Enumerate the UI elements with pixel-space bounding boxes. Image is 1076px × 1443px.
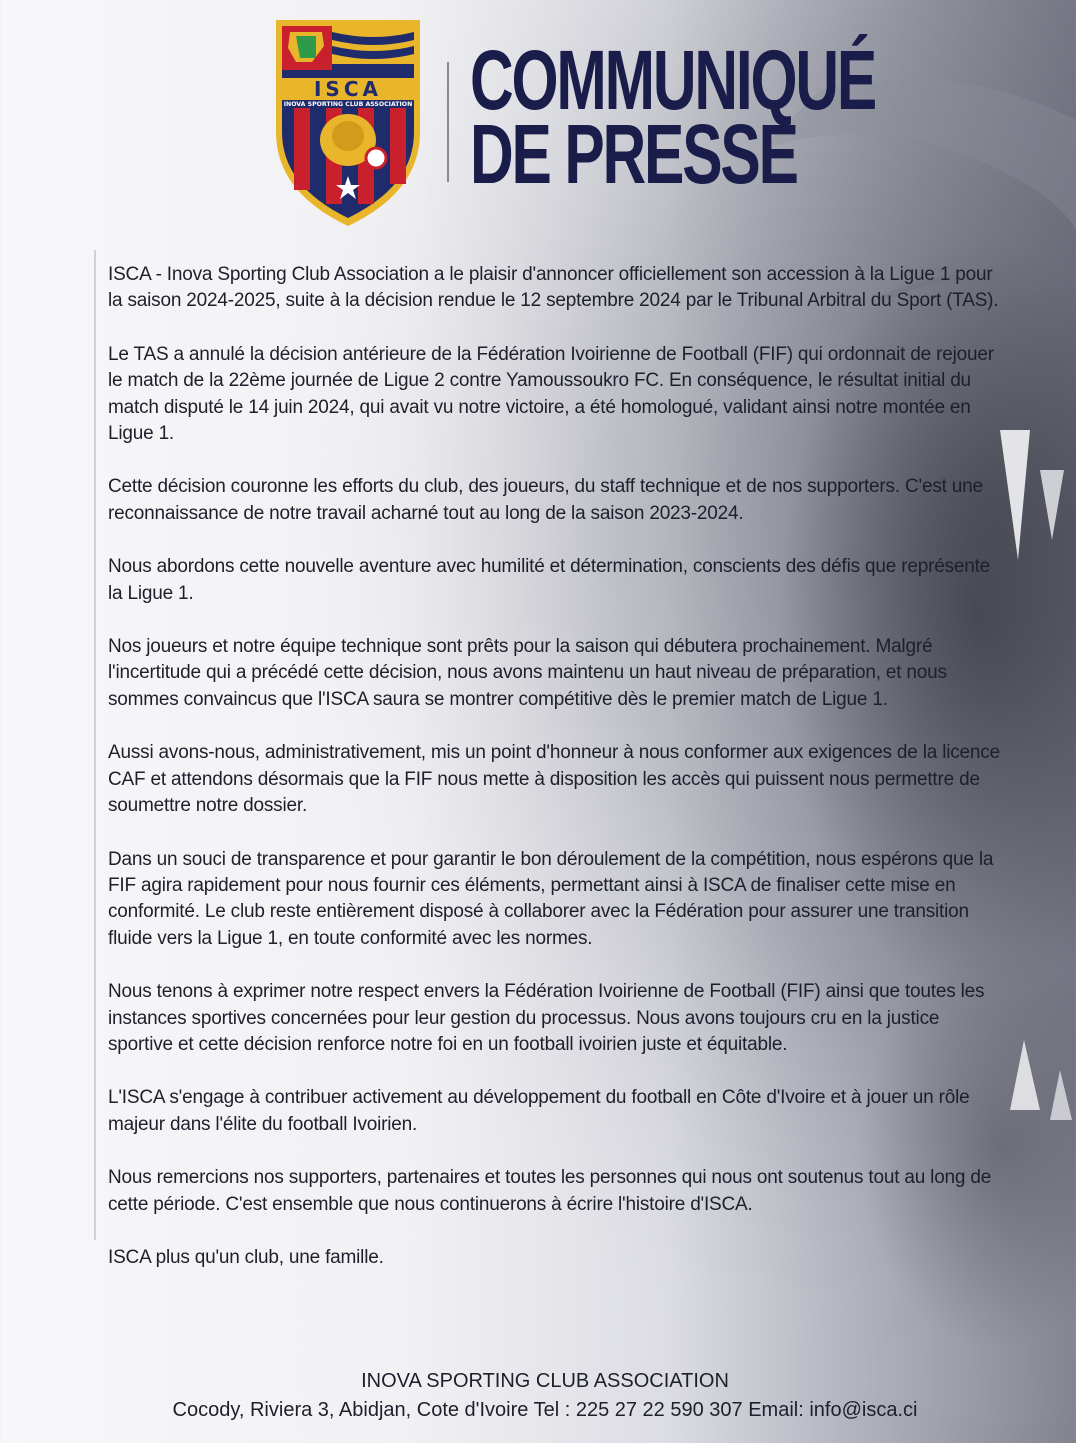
- page-title: [470, 33, 1033, 201]
- paragraph: ISCA - Inova Sporting Club Association a le plaisir d'annoncer officiellement son accession à la Ligue 1 pour la saison 2024-2025, suite à la décision rendue le 12 septembre 2024 par le Tribunal Arbitral du Sport (TAS).: [108, 264, 999, 312]
- paragraph: Cette décision couronne les efforts du club, des joueurs, du staff technique et de nos supporters. C'est une reconnaissance de notre travail acharné tout au long de la saison 2023-2024.: [108, 476, 983, 524]
- press-release-body: [108, 262, 1008, 1298]
- paragraph: Le TAS a annulé la décision antérieure de la Fédération Ivoirienne de Football (FIF) qui ordonnait de rejouer le match de la 22ème journée de Ligue 2 contre Yamoussoukro FC. En conséquence, le résultat initial du match disputé le 14 juin 2024, qui avait vu notre victoire, a été homologué, validant ainsi notre montée en Ligue 1.: [108, 343, 994, 445]
- header: [0, 0, 1076, 240]
- header-divider: [447, 62, 449, 182]
- crest-subtext: INOVA SPORTING CLUB ASSOCIATION: [283, 101, 413, 108]
- closing-slogan: ISCA plus qu'un club, une famille.: [108, 1246, 384, 1268]
- paragraph: Nos joueurs et notre équipe technique sont prêts pour la saison qui débutera prochainement. Malgré l'incertitude qui a précédé cette décision, nous avons maintenu un haut niveau de préparation, et nous sommes convaincus que l'ISCA saura se montrer compétitive dès le premier match de Ligue 1.: [108, 636, 947, 710]
- paragraph: Nous remercions nos supporters, partenaires et toutes les personnes qui nous ont soutenus tout au long de cette période. C'est ensemble que nous continuerons à écrire l'histoire d'ISCA.: [108, 1167, 992, 1215]
- paragraph: Nous tenons à exprimer notre respect envers la Fédération Ivoirienne de Football (FIF) ainsi que toutes les instances sportives concernées pour leur gestion du processus. Nous avons toujours cru en la justice sportive et cette décision renforce notre foi en un football ivoirien juste et équitable.: [108, 981, 985, 1055]
- footer-contact: Cocody, Riviera 3, Abidjan, Cote d'Ivoire Tel : 225 27 22 590 307 Email: info@isca.ci: [172, 1399, 918, 1421]
- title-line-2: DE PRESSE: [470, 107, 797, 201]
- footer: [0, 1368, 1076, 1423]
- paragraph: Dans un souci de transparence et pour garantir le bon déroulement de la compétition, nous espérons que la FIF agira rapidement pour nous fournir ces éléments, permettant ainsi à ISCA de finaliser cette mise en conformité. Le club reste entièrement disposé à collaborer avec la Fédération pour assurer une transition fluide vers la Ligue 1, en toute conformité avec les normes.: [108, 848, 994, 949]
- paragraph: Aussi avons-nous, administrativement, mis un point d'honneur à nous conformer aux exigences de la licence CAF et attendons désormais que la FIF nous mette à disposition les accès qui puissent nous permettre de soumettre notre dossier.: [108, 742, 1000, 817]
- footer-org-name: INOVA SPORTING CLUB ASSOCIATION: [361, 1370, 729, 1392]
- title-line-1: COMMUNIQUÉ: [470, 33, 876, 127]
- isca-crest-logo: [270, 12, 426, 230]
- paragraph: Nous abordons cette nouvelle aventure avec humilité et détermination, conscients des défis que représente la Ligue 1.: [108, 556, 991, 604]
- paragraph: L'ISCA s'engage à contribuer activement au développement du football en Côte d'Ivoire et à jouer un rôle majeur dans l'élite du football Ivoirien.: [108, 1087, 970, 1135]
- left-margin-rule: [94, 250, 96, 1240]
- crest-text: ISCA: [313, 77, 383, 101]
